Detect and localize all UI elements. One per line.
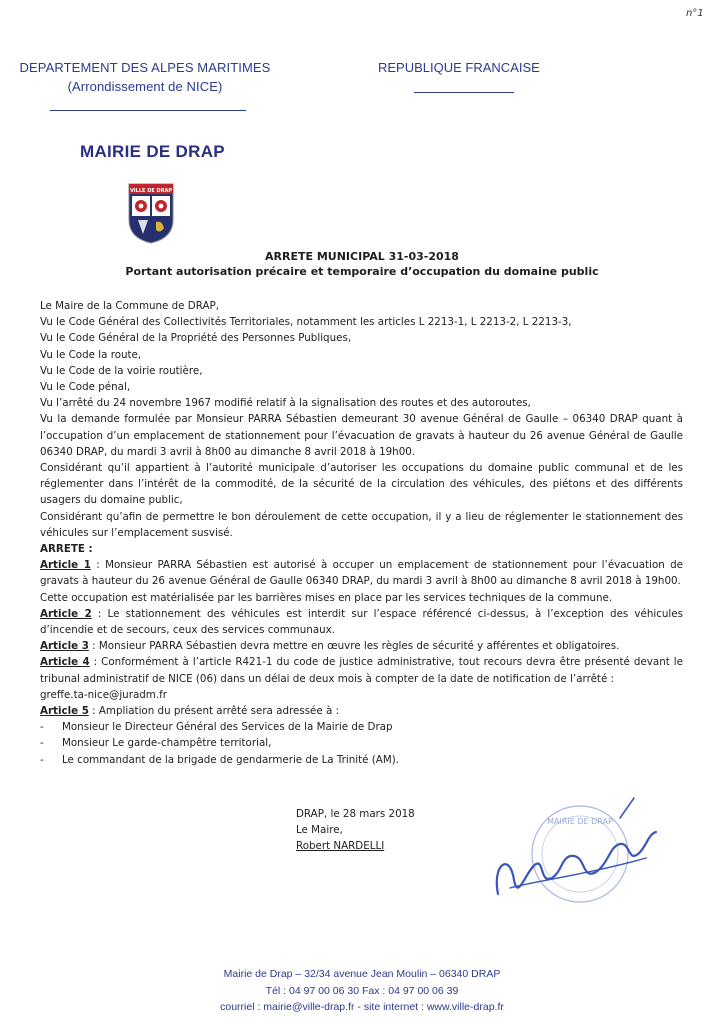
footer-phone: Tél : 04 97 00 06 30 Fax : 04 97 00 06 39 — [265, 985, 459, 997]
crest-banner-text: VILLE DE DRAP — [129, 188, 173, 194]
document-body — [40, 298, 683, 768]
preamble-line: Vu l’arrêté du 24 novembre 1967 modifié relatif à la signalisation des routes et des autoroutes, — [40, 397, 531, 410]
dash-bullet-icon: - — [40, 721, 44, 734]
article-2-heading: Article 2 — [40, 607, 92, 620]
preamble-line: Vu le Code Général de la Propriété des Personnes Publiques, — [40, 332, 352, 345]
preamble-considering: Considérant qu’afin de permettre le bon déroulement de cette occupation, il y a lieu de réglementer le stationnement des véhicules sur l’emplacement susvisé. — [40, 510, 683, 539]
official-stamp-signature — [470, 784, 670, 924]
department-divider — [50, 110, 246, 111]
department-name: DEPARTEMENT DES ALPES MARITIMES — [19, 60, 271, 75]
arrondissement: (Arrondissement de NICE) — [67, 79, 223, 94]
preamble-line: Vu le Code de la voirie routière, — [40, 364, 203, 377]
article-2 — [40, 606, 683, 638]
page-number: n°1 — [686, 8, 704, 19]
republique-francaise: REPUBLIQUE FRANCAISE — [378, 60, 540, 75]
dash-bullet-icon: - — [40, 737, 44, 750]
recipient-list — [40, 719, 683, 768]
signature-block — [296, 806, 415, 854]
article-3-text: : Monsieur PARRA Sébastien devra mettre en œuvre les règles de sécurité y afférentes et obligatoires. — [88, 640, 620, 653]
article-3-heading: Article 3 — [40, 640, 89, 653]
article-1 — [40, 557, 683, 589]
dash-bullet-icon: - — [40, 753, 44, 766]
preamble-considering: Considérant qu’il appartient à l’autorité municipale d’autoriser les occupations du domaine public communal et de les réglementer dans l’intérêt de la commodité, de la sécurité de la circulation des véhicules, des piétons et des différents usagers du domaine public, — [40, 462, 683, 507]
list-item — [40, 752, 683, 768]
article-4-heading: Article 4 — [40, 656, 90, 669]
article-1-heading: Article 1 — [40, 559, 91, 572]
footer-contact: courriel : mairie@ville-drap.fr - site internet : www.ville-drap.fr — [220, 1001, 504, 1013]
recipient-text: Monsieur Le garde-champêtre territorial, — [62, 737, 272, 750]
recipient-text: Le commandant de la brigade de gendarmerie de La Trinité (AM). — [62, 753, 400, 766]
recipient-text: Monsieur le Directeur Général des Services de la Mairie de Drap — [62, 721, 393, 734]
arrete-number: ARRETE MUNICIPAL 31-03-2018 — [265, 250, 459, 263]
signature-role: Le Maire, — [296, 824, 343, 836]
republique-divider — [414, 92, 514, 93]
article-5 — [40, 703, 683, 719]
article-2-text: : Le stationnement des véhicules est interdit sur l’espace référencé ci-dessus, à l’exception des véhicules d’incendie et de secours, ceux des services communaux. — [40, 607, 683, 637]
signatory-name: Robert NARDELLI — [296, 840, 385, 852]
article-4-text: : Conformément à l’article R421-1 du code de justice administrative, tout recours devra être présenté devant le tribunal administratif de NICE (06) dans un délai de deux mois à compter de la date de notification de l’arrêté : — [40, 656, 683, 685]
article-5-heading: Article 5 — [40, 705, 89, 718]
article-4 — [40, 654, 683, 686]
preamble-line: Le Maire de la Commune de DRAP, — [40, 300, 219, 312]
article-1-text: : Monsieur PARRA Sébastien est autorisé à occuper un emplacement de stationnement pour l’évacuation de gravats à hauteur du 26 avenue Général de Gaulle 06340 DRAP, du mardi 3 avril à 8h00 au dimanche 8 avril 2018 à 19h00. — [40, 559, 683, 588]
preamble-line: Vu le Code la route, — [40, 348, 142, 361]
preamble-request: Vu la demande formulée par Monsieur PARRA Sébastien demeurant 30 avenue Général de Gaulle – 06340 DRAP quant à l’occupation d’un emplacement de stationnement pour l’évacuation de gravats à hauteur du 26 avenue Général de Gaulle 06340 DRAP, du mardi 3 avril à 8h00 au dimanche 8 avril 2018 à 19h00. — [40, 413, 683, 458]
tribunal-email: greffe.ta-nice@juradm.fr — [40, 688, 167, 701]
mairie-title: MAIRIE DE DRAP — [80, 142, 225, 161]
stamp-text: MAIRIE DE DRAP — [547, 817, 613, 826]
footer-address: Mairie de Drap – 32/34 avenue Jean Moulin – 06340 DRAP — [223, 968, 501, 980]
article-5-text: : Ampliation du présent arrêté sera adressée à : — [88, 705, 340, 718]
preamble-line: Vu le Code pénal, — [40, 381, 131, 394]
arrete-subject: Portant autorisation précaire et temporaire d’occupation du domaine public — [125, 265, 599, 278]
article-3 — [40, 638, 683, 654]
list-item — [40, 735, 683, 751]
preamble-line: Vu le Code Général des Collectivités Territoriales, notamment les articles L 2213-1, L 2213-2, L 2213-3, — [40, 316, 572, 329]
arrete-label: ARRETE : — [40, 543, 93, 556]
list-item — [40, 719, 683, 735]
article-1-extra: Cette occupation est matérialisée par les barrières mises en place par les services techniques de la commune. — [40, 591, 613, 604]
signature-place-date: DRAP, le 28 mars 2018 — [296, 808, 415, 820]
city-crest-icon — [126, 176, 176, 244]
